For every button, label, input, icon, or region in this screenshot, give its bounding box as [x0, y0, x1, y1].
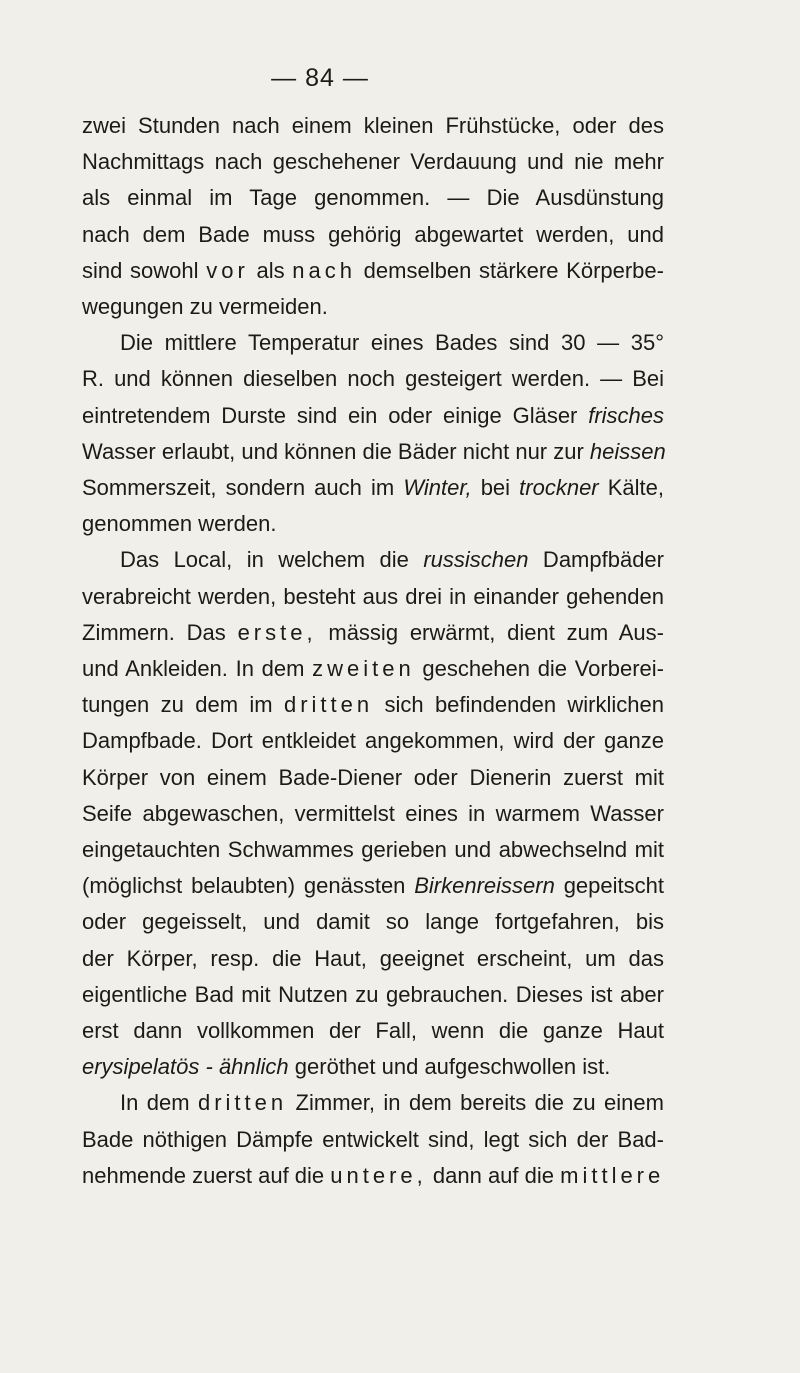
text-line: Seife abgewaschen, vermittelst eines in warmem Wasser — [82, 800, 664, 826]
text-line: Zimmern. Das erste, mässig erwärmt, dient zum Aus- — [82, 619, 664, 645]
body-text — [82, 108, 664, 1194]
text-line: Wasser erlaubt, und können die Bäder nicht nur zur heissen — [82, 438, 666, 464]
text-line: (möglichst belaubten) genässten Birkenreissern gepeitscht — [82, 873, 664, 899]
text-line: eingetauchten Schwammes gerieben und abwechselnd mit — [82, 837, 664, 863]
text-line: eigentliche Bad mit Nutzen zu gebrauchen. Dieses ist aber — [82, 981, 664, 1007]
text-line: erst dann vollkommen der Fall, wenn die ganze Haut — [82, 1018, 664, 1044]
text-line: Nachmittags nach geschehener Verdauung und nie mehr — [82, 149, 664, 175]
text-line: tungen zu dem im dritten sich befindenden wirklichen — [82, 692, 664, 718]
text-line: Bade nöthigen Dämpfe entwickelt sind, legt sich der Bad- — [82, 1126, 664, 1152]
text-line: zwei Stunden nach einem kleinen Frühstücke, oder des — [82, 113, 664, 138]
text-line: eintretendem Durste sind ein oder einige Gläser frisches — [82, 402, 664, 428]
text-line: und Ankleiden. In dem zweiten geschehen die Vorberei- — [82, 656, 664, 682]
text-line: Dampfbade. Dort entkleidet angekommen, wird der ganze — [82, 728, 664, 754]
text-line: sind sowohl vor als nach demselben stärkere Körperbe- — [82, 257, 664, 283]
text-line: In dem dritten Zimmer, in dem bereits die zu einem — [120, 1090, 664, 1116]
text-line: nach dem Bade muss gehörig abgewartet werden, und — [82, 221, 664, 247]
text-line: als einmal im Tage genommen. — Die Ausdünstung — [82, 185, 664, 211]
page-number: — 84 — — [271, 64, 369, 92]
text-line: R. und können dieselben noch gesteigert werden. — Bei — [82, 366, 664, 392]
text-line: wegungen zu vermeiden. — [82, 294, 328, 320]
text-line: genommen werden. — [82, 511, 277, 537]
text-line: verabreicht werden, besteht aus drei in einander gehenden — [82, 583, 664, 609]
text-line: Das Local, in welchem die russischen Dampfbäder — [120, 547, 664, 573]
text-line: oder gegeisselt, und damit so lange fortgefahren, bis — [82, 909, 664, 935]
text-line: Die mittlere Temperatur eines Bades sind 30 — 35° — [120, 330, 664, 356]
text-line: Sommerszeit, sondern auch im Winter, bei trockner Kälte, — [82, 475, 664, 501]
text-line: erysipelatös - ähnlich geröthet und aufgeschwollen ist. — [82, 1054, 611, 1080]
text-line: Körper von einem Bade-Diener oder Dienerin zuerst mit — [82, 764, 664, 790]
text-line: nehmende zuerst auf die untere, dann auf die mittlere — [82, 1162, 665, 1188]
text-line: der Körper, resp. die Haut, geeignet erscheint, um das — [82, 945, 664, 971]
